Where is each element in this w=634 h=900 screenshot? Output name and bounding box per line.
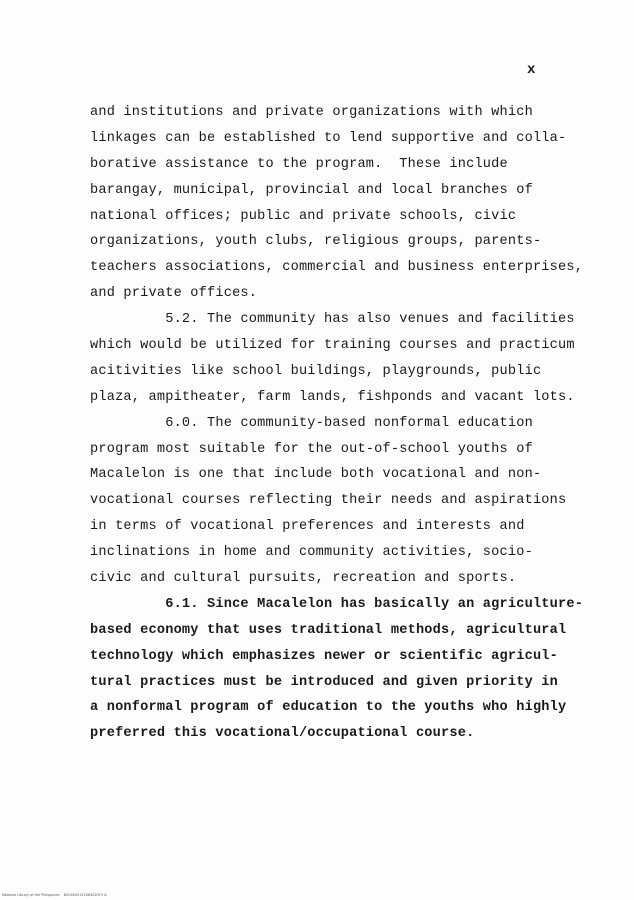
text-line: vocational courses reflecting their needs and aspirations xyxy=(90,493,567,509)
text-line: and private offices. xyxy=(90,286,258,302)
text-line: program most suitable for the out-of-school youths of xyxy=(90,441,533,457)
text-line: based economy that uses traditional methods, agricultural xyxy=(90,622,567,638)
text-line: teachers associations, commercial and business enterprises, xyxy=(90,260,584,276)
text-line: inclinations in home and community activities, socio- xyxy=(90,545,533,561)
text-line: and institutions and private organizations with which xyxy=(90,105,533,120)
text-line: civic and cultural pursuits, recreation and sports. xyxy=(90,571,517,587)
text-line: technology which emphasizes newer or scientific agricul- xyxy=(90,648,559,664)
text-line: borative assistance to the program. These include xyxy=(90,156,508,172)
footer-source-note: National Library of the Philippines BSU0005115063020Y3 iii xyxy=(2,893,107,897)
text-line: in terms of vocational preferences and interests and xyxy=(90,519,525,535)
text-line: linkages can be established to lend supportive and colla- xyxy=(90,130,567,146)
text-line: 6.1. Since Macalelon has basically an agriculture- xyxy=(90,596,584,612)
text-line: national offices; public and private schools, civic xyxy=(90,208,517,224)
text-line: a nonformal program of education to the youths who highly xyxy=(90,700,567,716)
text-line: tural practices must be introduced and given priority in xyxy=(90,674,559,690)
page-number: x xyxy=(527,62,536,78)
text-line: 6.0. The community-based nonformal education xyxy=(90,415,533,431)
text-line: barangay, municipal, provincial and local branches of xyxy=(90,182,533,198)
text-line: preferred this vocational/occupational course. xyxy=(90,726,475,742)
body-text xyxy=(90,100,610,747)
text-line: acitivities like school buildings, playgrounds, public xyxy=(90,363,542,379)
text-line: which would be utilized for training courses and practicum xyxy=(90,338,575,354)
text-line: plaza, ampitheater, farm lands, fishponds and vacant lots. xyxy=(90,389,575,405)
text-line: Macalelon is one that include both vocational and non- xyxy=(90,467,542,483)
text-line: 5.2. The community has also venues and facilities xyxy=(90,312,575,328)
text-line: organizations, youth clubs, religious groups, parents- xyxy=(90,234,542,250)
